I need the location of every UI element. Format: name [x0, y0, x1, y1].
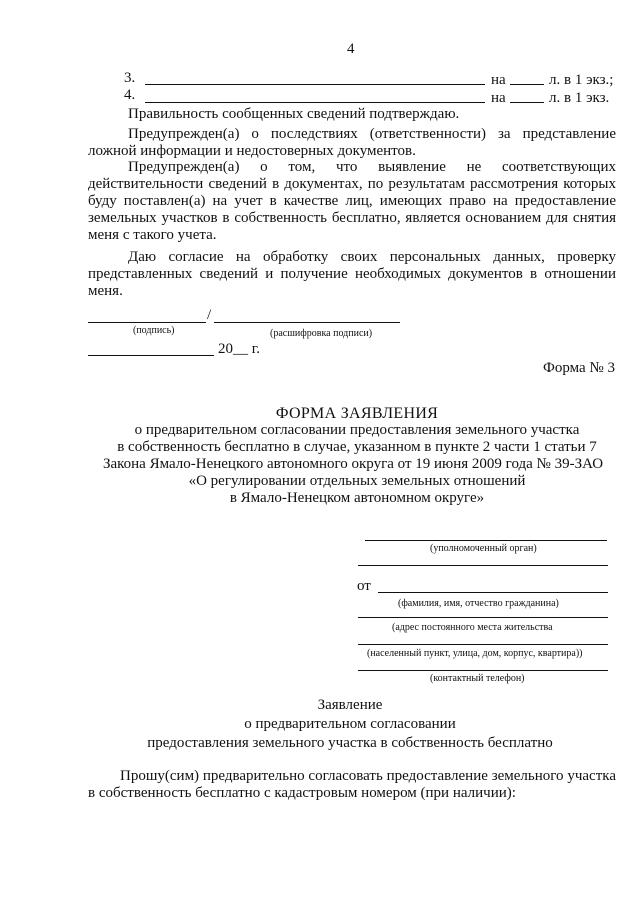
name-line [378, 592, 608, 593]
fill-line [510, 102, 544, 103]
statement-line: предоставления земельного участка в собственность бесплатно [147, 735, 553, 751]
phone-line [358, 670, 608, 671]
signature-caption: (подпись) [133, 325, 175, 336]
fill-line [510, 84, 544, 85]
locality-caption: (населенный пункт, улица, дом, корпус, квартира)) [367, 648, 583, 659]
form-subtitle-line: в собственность бесплатно в случае, указанном в пункте 2 части 1 статьи 7 [117, 439, 597, 455]
authority-line [365, 540, 607, 541]
confirm-paragraph: Правильность сообщенных сведений подтверждаю. [128, 106, 460, 122]
date-line [88, 355, 214, 356]
address-line [358, 617, 608, 618]
form-subtitle-line: в Ямало-Ненецком автономном округе» [229, 490, 485, 506]
name-caption: (фамилия, имя, отчество гражданина) [398, 598, 559, 609]
list-item-na: на [491, 72, 506, 88]
consent-paragraph: Даю согласие на обработку своих персональных данных, проверку представленных сведений и получение необходимых документов в отношении меня. [88, 249, 616, 299]
form-subtitle-line: о предварительном согласовании предоставления земельного участка [134, 422, 580, 438]
fill-line [145, 102, 485, 103]
form-subtitle-line: Закона Ямало-Ненецкого автономного округа от 19 июня 2009 года № 39-ЗАО [102, 456, 604, 472]
form-title: ФОРМА ЗАЯВЛЕНИЯ [275, 405, 439, 422]
authority-line-2 [358, 565, 608, 566]
signature-slash: / [207, 307, 212, 323]
list-item-number: 3. [124, 70, 136, 86]
removal-paragraph: Предупрежден(а) о том, что выявление не соответствующих действительности сведений в документах, по результатам рассмотрения которых буду поставлен(а) на учет в качестве лиц, имеющих право на предоставление земельных участков в собственность бесплатно, является основанием для снятия меня с такого учета. [88, 159, 616, 243]
form-subtitle-line: «О регулировании отдельных земельных отношений [188, 473, 526, 489]
address-caption: (адрес постоянного места жительства [392, 622, 553, 633]
signature-decode-line [214, 322, 400, 323]
signature-line [88, 322, 206, 323]
request-paragraph: Прошу(сим) предварительно согласовать предоставление земельного участка в собственность бесплатно с кадастровым номером (при наличии): [88, 768, 616, 801]
phone-caption: (контактный телефон) [430, 673, 525, 684]
date-text: 20__ г. [218, 341, 260, 357]
liability-paragraph: Предупрежден(а) о последствиях (ответственности) за представление ложной информации и недостоверных документов. [88, 126, 616, 159]
list-item-na: на [491, 90, 506, 106]
list-item-number: 4. [124, 87, 136, 103]
from-label: от [357, 578, 371, 594]
locality-line [358, 644, 608, 645]
statement-title: Заявление [317, 697, 383, 713]
statement-line: о предварительном согласовании [244, 716, 456, 732]
fill-line [145, 84, 485, 85]
list-item-copies: л. в 1 экз. [549, 90, 610, 106]
decode-caption: (расшифровка подписи) [270, 328, 373, 339]
authority-caption: (уполномоченный орган) [430, 543, 537, 554]
list-item-copies: л. в 1 экз.; [549, 72, 614, 88]
page-number: 4 [347, 41, 355, 57]
form-number: Форма № 3 [543, 360, 615, 376]
